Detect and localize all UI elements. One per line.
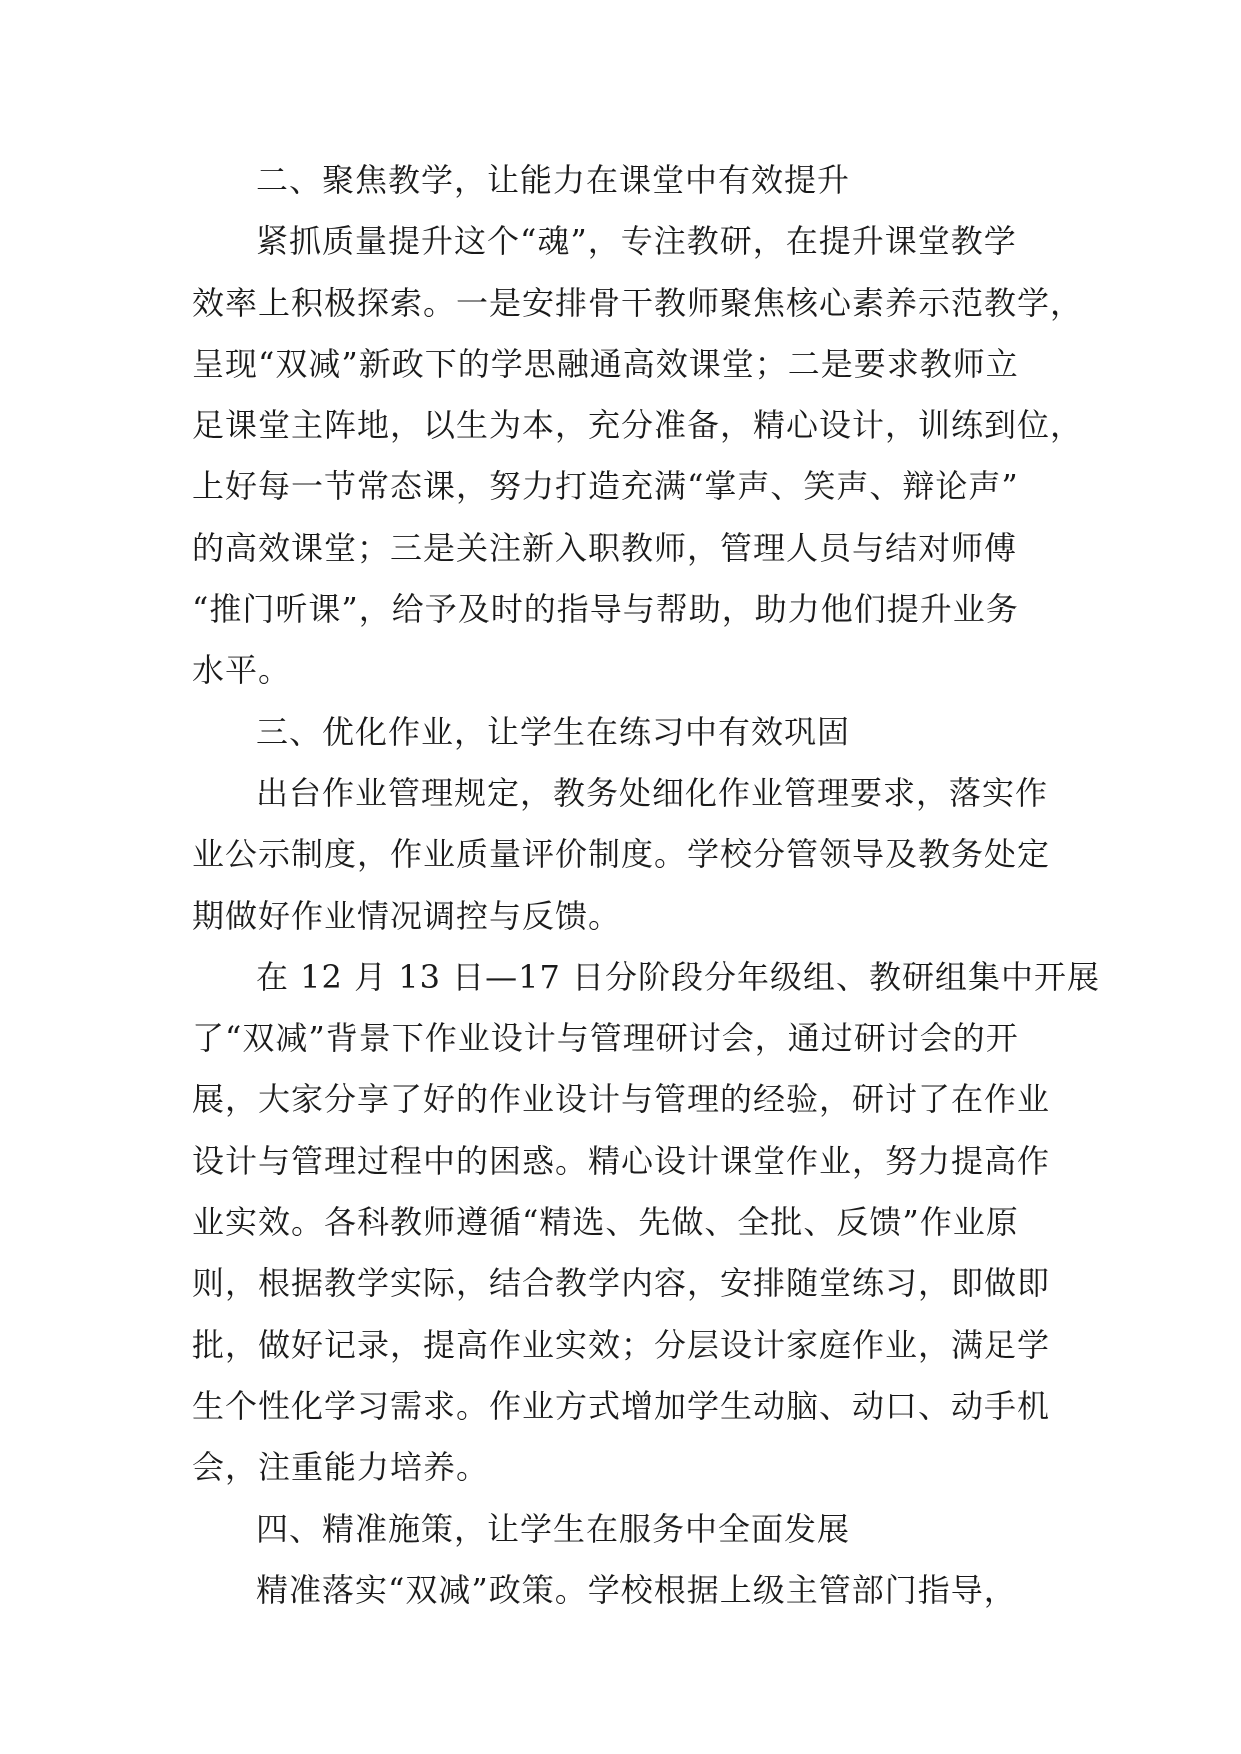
text-line: 则，根据教学实际，结合教学内容，安排随堂练习，即做即 [192,1264,1051,1303]
text-line: 的高效课堂；三是关注新入职教师，管理人员与结对师傅 [192,528,1018,567]
text-line: 展，大家分享了好的作业设计与管理的经验，研讨了在作业 [192,1080,1051,1119]
text-line: 了“双减”背景下作业设计与管理研讨会，通过研讨会的开 [192,1019,1019,1058]
text-line: 批，做好记录，提高作业实效；分层设计家庭作业，满足学 [192,1325,1051,1364]
document-body [192,150,1101,1621]
text-line: 会，注重能力培养。 [192,1448,490,1487]
text-line: 在 12 月 13 日—17 日分阶段分年级组、教研组集中开展 [256,957,1101,996]
text-line: 精准落实“双减”政策。学校根据上级主管部门指导， [256,1570,1017,1609]
text-line: 业公示制度，作业质量评价制度。学校分管领导及教务处定 [192,835,1051,874]
text-line: 水平。 [192,651,292,690]
text-line: 生个性化学习需求。作业方式增加学生动脑、动口、动手机 [192,1386,1051,1425]
text-line: 三、优化作业，让学生在练习中有效巩固 [256,712,851,751]
text-line: 呈现“双减”新政下的学思融通高效课堂；二是要求教师立 [192,344,1019,383]
text-line: 上好每一节常态课，努力打造充满“掌声、笑声、辩论声” [192,467,1019,506]
text-line: 足课堂主阵地，以生为本，充分准备，精心设计，训练到位， [192,406,1084,445]
text-line: 四、精准施策，让学生在服务中全面发展 [256,1509,851,1548]
text-line: 二、聚焦教学，让能力在课堂中有效提升 [256,161,851,199]
text-line: 设计与管理过程中的困惑。精心设计课堂作业，努力提高作 [192,1141,1051,1180]
text-line: 期做好作业情况调控与反馈。 [192,896,622,935]
text-line: 紧抓质量提升这个“魂”，专注教研，在提升课堂教学 [256,222,1017,261]
text-line: 效率上积极探索。一是安排骨干教师聚焦核心素养示范教学， [192,283,1084,322]
text-line: “推门听课”，给予及时的指导与帮助，助力他们提升业务 [192,590,1019,629]
text-line: 业实效。各科教师遵循“精选、先做、全批、反馈”作业原 [192,1203,1019,1242]
text-line: 出台作业管理规定，教务处细化作业管理要求，落实作 [256,773,1049,812]
